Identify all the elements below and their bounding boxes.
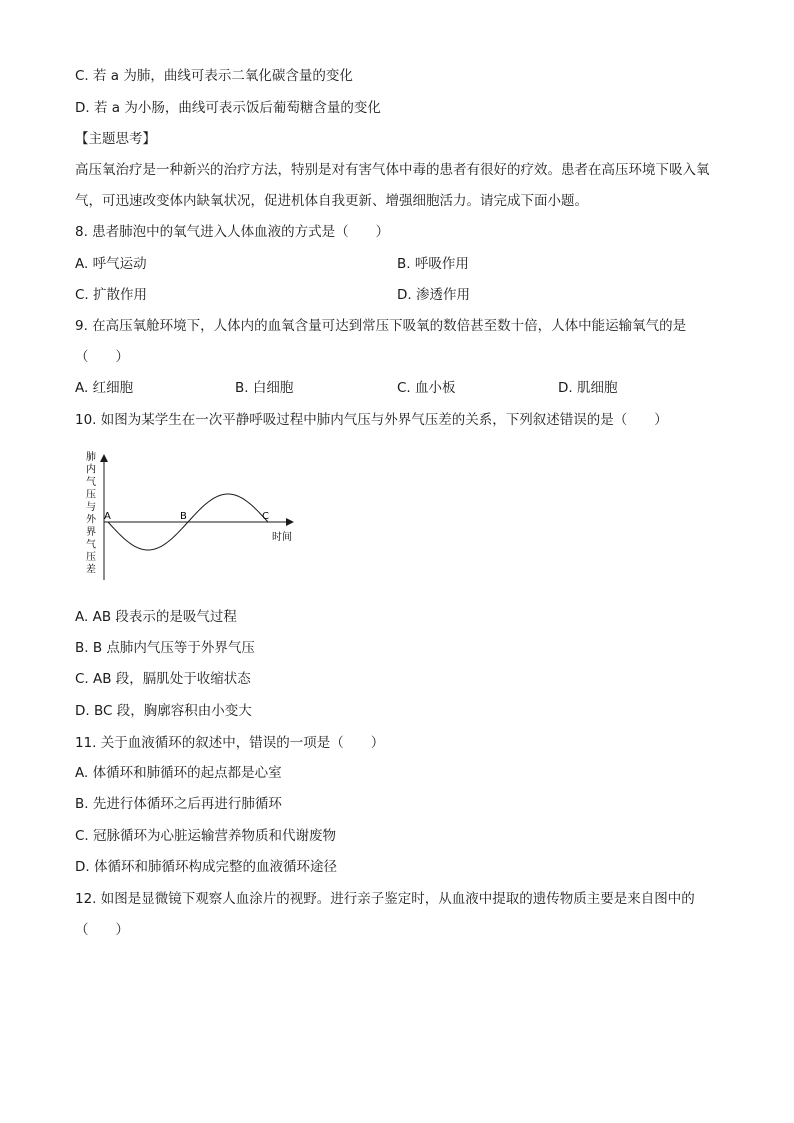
q10-option-d: D. BC 段，胸廓容积由小变大 — [75, 703, 252, 719]
y-label-char: 压 — [86, 552, 96, 563]
q8-option-d: D. 渗透作用 — [397, 287, 470, 303]
q10-option-a: A. AB 段表示的是吸气过程 — [75, 609, 237, 625]
y-label-char: 外 — [86, 514, 96, 526]
prev-option-c: C. 若 a 为肺，曲线可表示二氧化碳含量的变化 — [75, 68, 353, 84]
prev-option-d: D. 若 a 为小肠，曲线可表示饭后葡萄糖含量的变化 — [75, 100, 381, 116]
q9-option-b: B. 白细胞 — [235, 380, 294, 396]
q10-option-c: C. AB 段，膈肌处于收缩状态 — [75, 671, 251, 687]
section-intro: 高压氧治疗是一种新兴的治疗方法，特别是对有害气体中毒的患者有很好的疗效。患者在高压环境下吸入氧气，可迅速改变体内缺氧状况，促进机体自我更新、增强细胞活力。请完成下面小题。 — [75, 162, 710, 209]
q8-option-b: B. 呼吸作用 — [397, 256, 469, 272]
q9-option-a: A. 红细胞 — [75, 380, 134, 396]
q8-option-a: A. 呼气运动 — [75, 256, 147, 272]
q11-stem: 11. 关于血液循环的叙述中，错误的一项是（ ） — [75, 735, 385, 751]
q12-stem-cont: （ ） — [75, 922, 129, 938]
q11-option-b: B. 先进行体循环之后再进行肺循环 — [75, 796, 282, 812]
section-title: 【主题思考】 — [75, 131, 156, 147]
q8-option-c: C. 扩散作用 — [75, 287, 148, 303]
pressure-chart — [80, 448, 320, 588]
q8-stem: 8. 患者肺泡中的氧气进入人体血液的方式是（ ） — [75, 224, 390, 240]
q11-option-c: C. 冠脉循环为心脏运输营养物质和代谢废物 — [75, 828, 337, 844]
q10-stem: 10. 如图为某学生在一次平静呼吸过程中肺内气压与外界气压差的关系，下列叙述错误的是（ ） — [75, 412, 668, 428]
y-label — [86, 450, 97, 576]
x-label: 时间 — [272, 532, 292, 543]
y-label-char: 肺 — [86, 452, 96, 463]
y-label-char: 内 — [86, 464, 96, 476]
point-label-c: C — [262, 511, 269, 522]
q11-option-a: A. 体循环和肺循环的起点都是心室 — [75, 765, 282, 781]
q12-stem: 12. 如图是显微镜下观察人血涂片的视野。进行亲子鉴定时，从血液中提取的遗传物质主要是来自图中的 — [75, 891, 695, 907]
point-label-b: B — [180, 511, 187, 522]
y-label-char: 界 — [86, 527, 96, 538]
point-label-a: A — [104, 511, 111, 522]
y-label-char: 气 — [86, 477, 96, 488]
y-label-char: 差 — [86, 564, 96, 576]
q9-option-d: D. 肌细胞 — [558, 380, 618, 396]
q10-option-b: B. B 点肺内气压等于外界气压 — [75, 640, 255, 656]
q9-stem-cont: （ ） — [75, 349, 129, 365]
q9-stem: 9. 在高压氧舱环境下，人体内的血氧含量可达到常压下吸氧的数倍甚至数十倍，人体中能运输氧气的是 — [75, 318, 687, 334]
q9-option-c: C. 血小板 — [397, 380, 456, 396]
y-label-char: 与 — [86, 502, 96, 513]
q11-option-d: D. 体循环和肺循环构成完整的血液循环途径 — [75, 859, 337, 875]
y-label-char: 气 — [86, 539, 96, 551]
y-label-char: 压 — [86, 489, 96, 501]
